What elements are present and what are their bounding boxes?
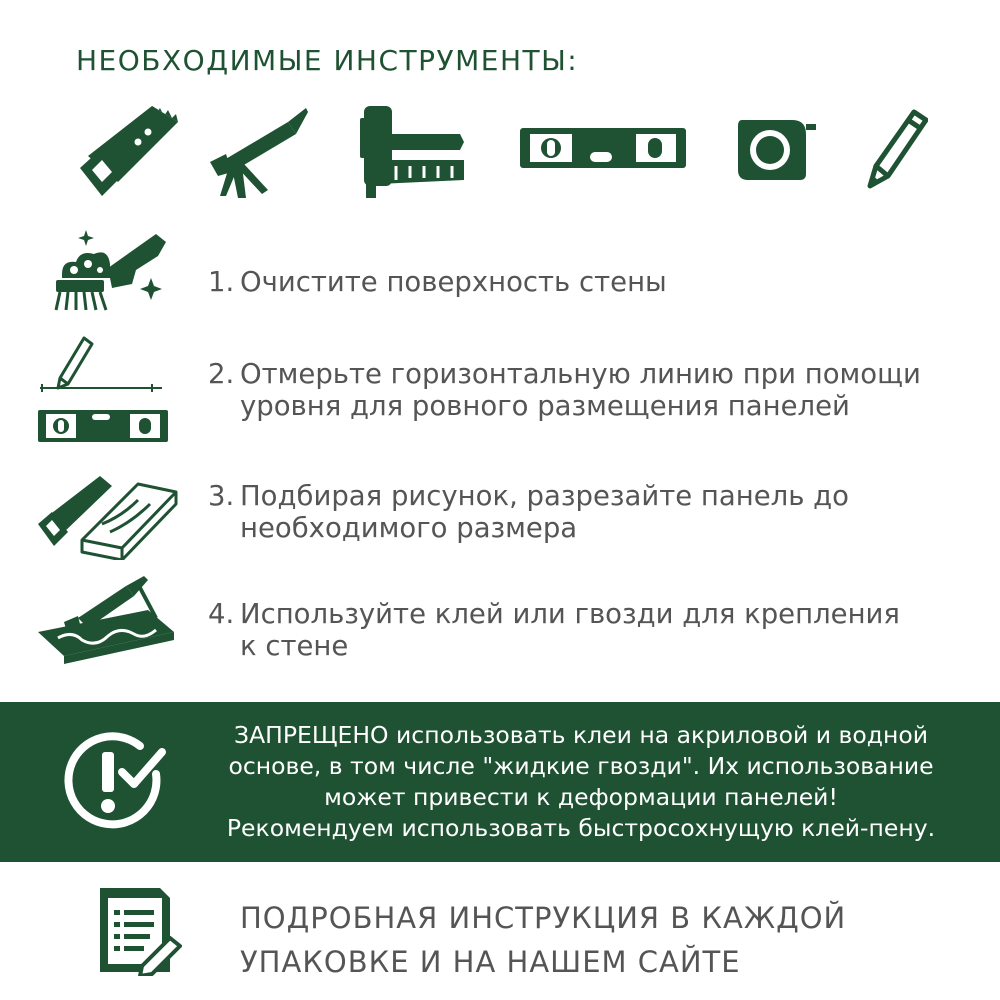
pencil-icon — [864, 104, 928, 190]
instruction-document-icon — [96, 886, 182, 976]
page-title: НЕОБХОДИМЫЕ ИНСТРУМЕНТЫ: — [76, 44, 579, 77]
step-3-number: 3. — [208, 480, 235, 512]
warning-banner — [0, 702, 1000, 862]
tape-measure-icon — [734, 112, 818, 184]
step-2-line2: уровня для ровного размещения панелей — [240, 390, 850, 422]
saw-board-icon — [38, 476, 178, 560]
tools-row — [0, 0, 1000, 220]
step-4-line2: к стене — [240, 630, 349, 662]
warning-line-2: основе, в том числе "жидкие гвозди". Их использование — [228, 752, 934, 780]
footer-text — [240, 896, 846, 984]
step-2-line1: Отмерьте горизонтальную линию при помощи — [240, 358, 921, 390]
step-1-line1: Очистите поверхность стены — [240, 266, 667, 298]
footer-line-1: ПОДРОБНАЯ ИНСТРУКЦИЯ В КАЖДОЙ — [240, 901, 847, 935]
warning-line-1: ЗАПРЕЩЕНО использовать клеи на акриловой и водной — [234, 721, 928, 749]
step-1-text — [208, 266, 667, 298]
step-4-line1: Используйте клей или гвозди для крепления — [240, 598, 900, 630]
warning-line-3: может привести к деформации панелей! — [324, 783, 838, 811]
step-3-line2: необходимого размера — [240, 512, 578, 544]
step-3-line1: Подбирая рисунок, разрезайте панель до — [240, 480, 849, 512]
glue-panel-icon — [38, 576, 178, 666]
pencil-level-icon — [38, 330, 168, 444]
step-4-text — [208, 598, 900, 662]
hand-saw-icon — [78, 104, 182, 200]
step-1-number: 1. — [208, 266, 235, 298]
footer-line-2: УПАКОВКЕ И НА НАШЕМ САЙТЕ — [240, 945, 741, 979]
warning-text — [196, 720, 966, 844]
caulk-gun-icon — [206, 104, 310, 200]
spirit-level-icon — [520, 124, 686, 172]
cleaning-brush-icon — [48, 230, 174, 316]
step-3-text — [208, 480, 849, 544]
step-2-text — [208, 358, 921, 422]
warning-check-icon — [58, 726, 168, 836]
step-4-number: 4. — [208, 598, 235, 630]
nail-gun-icon — [356, 100, 468, 200]
warning-line-4: Рекомендуем использовать быстросохнущую клей-пену. — [226, 814, 936, 842]
step-2-number: 2. — [208, 358, 235, 390]
